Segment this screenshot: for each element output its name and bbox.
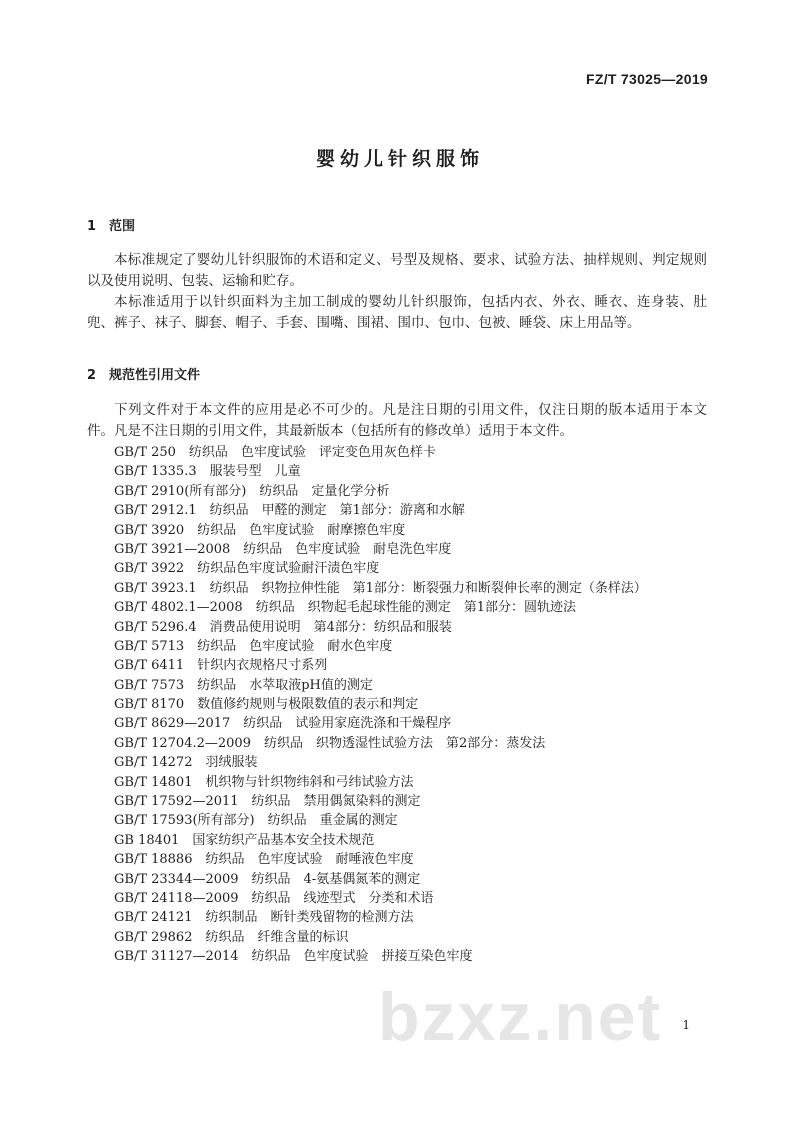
reference-item: GB/T 7573 纺织品 水萃取液pH值的测定 bbox=[114, 677, 373, 693]
section-1-heading bbox=[87, 215, 135, 234]
section-2-heading bbox=[87, 364, 200, 383]
reference-item: GB/T 14801 机织物与针织物纬斜和弓纬试验方法 bbox=[114, 774, 414, 790]
document-title: 婴幼儿针织服饰 bbox=[315, 148, 484, 170]
reference-item: GB/T 17593(所有部分) 纺织品 重金属的测定 bbox=[114, 813, 398, 829]
reference-item: GB/T 2912.1 纺织品 甲醛的测定 第1部分：游离和水解 bbox=[114, 503, 465, 519]
section-2-title: 规范性引用文件 bbox=[109, 368, 201, 383]
reference-item: GB/T 24121 纺织制品 断针类残留物的检测方法 bbox=[114, 910, 414, 926]
page-number: 1 bbox=[682, 1018, 690, 1032]
reference-item: GB/T 250 纺织品 色牢度试验 评定变色用灰色样卡 bbox=[114, 445, 436, 460]
reference-item: GB/T 23344—2009 纺织品 4-氨基偶氮苯的测定 bbox=[114, 871, 421, 887]
site-watermark: bzxz.net bbox=[378, 979, 663, 1055]
reference-item: GB/T 8629—2017 纺织品 试验用家庭洗涤和干燥程序 bbox=[114, 716, 452, 732]
reference-item: GB/T 2910(所有部分) 纺织品 定量化学分析 bbox=[114, 483, 390, 499]
reference-item: GB/T 17592—2011 纺织品 禁用偶氮染料的测定 bbox=[114, 794, 421, 810]
reference-item: GB/T 31127—2014 纺织品 色牢度试验 拼接互染色牢度 bbox=[114, 949, 473, 965]
reference-item: GB/T 3923.1 纺织品 织物拉伸性能 第1部分：断裂强力和断裂伸长率的测定（条样法） bbox=[114, 580, 647, 596]
reference-item: GB/T 5713 纺织品 色牢度试验 耐水色牢度 bbox=[114, 638, 393, 654]
reference-list bbox=[114, 443, 647, 967]
section-1-title: 范围 bbox=[109, 219, 136, 234]
reference-item: GB/T 8170 数值修约规则与极限数值的表示和判定 bbox=[114, 697, 419, 713]
reference-item: GB/T 3920 纺织品 色牢度试验 耐摩擦色牢度 bbox=[114, 522, 406, 538]
section-2-number: 2 bbox=[87, 368, 97, 383]
reference-item: GB/T 6411 针织内衣规格尺寸系列 bbox=[114, 658, 328, 674]
reference-item: GB/T 29862 纺织品 纤维含量的标识 bbox=[114, 929, 349, 945]
reference-item: GB/T 3922 纺织品色牢度试验耐汗渍色牢度 bbox=[114, 561, 380, 577]
scope-paragraph-1: 本标准规定了婴幼儿针织服饰的术语和定义、号型及规格、要求、试验方法、抽样规则、判定规则以及使用说明、包装、运输和贮存。 bbox=[87, 252, 707, 289]
reference-item: GB 18401 国家纺织产品基本安全技术规范 bbox=[114, 832, 375, 848]
reference-item: GB/T 1335.3 服装号型 儿童 bbox=[114, 464, 301, 480]
reference-item: GB/T 12704.2—2009 纺织品 织物透湿性试验方法 第2部分：蒸发法 bbox=[114, 735, 546, 751]
scope-paragraph-2: 本标准适用于以针织面料为主加工制成的婴幼儿针织服饰，包括内衣、外衣、睡衣、连身装、肚兜、裤子、袜子、脚套、帽子、手套、围嘴、围裙、围巾、包巾、包被、睡袋、床上用品等。 bbox=[87, 294, 707, 331]
reference-item: GB/T 14272 羽绒服装 bbox=[114, 755, 258, 771]
reference-item: GB/T 18886 纺织品 色牢度试验 耐唾液色牢度 bbox=[114, 852, 414, 868]
reference-item: GB/T 3921—2008 纺织品 色牢度试验 耐皂洗色牢度 bbox=[114, 541, 452, 557]
normative-references-intro: 下列文件对于本文件的应用是必不可少的。凡是注日期的引用文件，仅注日期的版本适用于本文件。凡是不注日期的引用文件，其最新版本（包括所有的修改单）适用于本文件。 bbox=[87, 402, 707, 439]
section-1-number: 1 bbox=[87, 219, 97, 234]
document-code: FZ/T 73025—2019 bbox=[585, 71, 708, 87]
reference-item: GB/T 4802.1—2008 纺织品 织物起毛起球性能的测定 第1部分：圆轨迹法 bbox=[114, 600, 576, 616]
reference-item: GB/T 5296.4 消费品使用说明 第4部分：纺织品和服装 bbox=[114, 619, 452, 635]
reference-item: GB/T 24118—2009 纺织品 线迹型式 分类和术语 bbox=[114, 890, 434, 906]
